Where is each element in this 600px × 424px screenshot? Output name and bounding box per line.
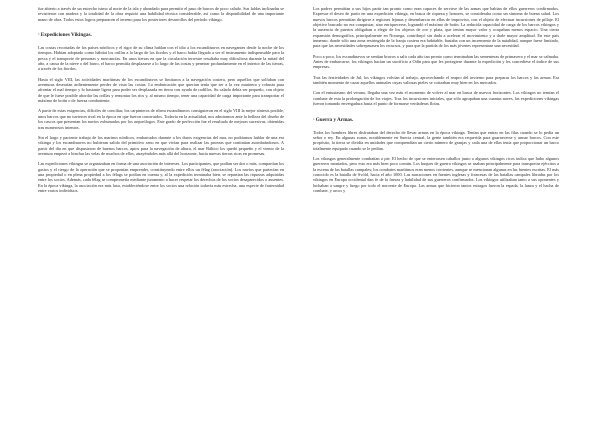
paragraph: Todos los hombres libres disfrutaban del derecho de llevar armas en la época vikinga. Tenían que entrar en las filas cuando se lo pedía un señor o rey. En algunas zonas, notablemente en Suecia central, la gente también era requerida para guarnecerse y armar barcos. Con este propósito, la tierra se dividía en unidades que comprendían un cierto número de granjas y cada una de ellas tenía que proporcionar un barco totalmente equipado cuando se le pedían. <box>313 129 559 151</box>
paragraph: Las costas recortadas de los países nórdicos y el rigor de su clima hablan con el idio a los escandinavos en navegantes desde la noche de los tiempos. Habían adoptado como hábitat los orillas a lo largo de los fiordos y el barco había llegado a ser el instrumento indispensable para la pesca y el transporte de personas y mercancías. En unos tierras en que la circulación terrestre resultaba muy dificultosa durante la mitad del año, a causa de la nieve o del barro, el barco permitía desplazarse a lo largo de las costas y penetrar profundamente en el interior de las tierras, a través de los fiordos. <box>38 45 284 72</box>
paragraph: Poco a poco, los escandinavos se sentían bravos a salir cada año tan pronto como terminaban las sementeras de primavera y el mar se calmaba. Antes de embarcarse, los vikingos hacían un sacrificio a Odín para que les protegiese durante la expedición y les concediese el índice de sus empresas. <box>313 53 559 70</box>
section-heading-guerra: ·Guerra y Armas. <box>313 116 354 123</box>
paragraph: fue abierto a través de un estrecho istmo al norte de la isla y ahondado para permitir el paso de barcos de poco calado. Sus faldas inclinadas se revistieron con madera y la totalidad de la obra requirió una habilidad técnica considerable, así como la disponibilidad de una importante mano de obra. Todos estos logros prepararon el terreno para los posteriores desarrollos del período vikingo. <box>38 6 284 22</box>
paragraph: Hasta el siglo VIII, las actividades marítimas de los escandinavos se limitaron a la navegación costera, pero aquellos que solfaban con aventuras desearían ardientemente perder de vista las costas. La embarcación que querían tenía que ser a la vez marinera y robusta para afrontar el mal tiempo y lo bastante ligera para poder ser desplazada en tierra con ayuda de rodillos. Su calado debía ser pequeño, con objeto de que le fuese posible abordar las orillas y remontar los ríos y, al mismo tiempo, tener una capacidad de carga importante para transportar el máximo de botín o de fuerza combatiente. <box>38 76 284 104</box>
paragraph: Con el entusiasmo del verano, llegaba una vez más el momento de volver al mar en busca de nuevos horizontes. Los vikingos no temían el combate de esta la prolongación de los viajes. Tras los incursiones iniciales, que sólo agrupaban una cuantas naves, las expediciones vikingas fueron tomando envergadura hasta el punto de formarse verdaderas flotas. <box>313 90 559 107</box>
paragraph: Sin el largo y paciente trabajo de los marinos nórdicos, embarcados durante a los duros exigencias del mar, no podríamos hablar de una era vikinga y los escandinavos no hubieran salido del primitivo seno en que vivían para realizar las proezas que continúan asombrándonos. A partir del día en que dispusieron de buenos barcos, aptos para la navegación de altura, el mar Báltico los quedó pequeño y el viento de la aventura empezó a hinchar las velas de muchos de ellos, atrayéndoles más allá del horizonte, hacia nuevas tierras ricas en promesas. <box>38 134 284 156</box>
right-column <box>313 6 559 198</box>
paragraph: Los vikingos generalmente combatían a pie. El hecho de que se enterrasen caballos junto a algunos vikingos ricos indica que hubo algunos guerreros montados, pero esto era más bien poco común. Los buques de guerra vikingos se usaban principalmente para transportar ejércitos a la escena de las batallas campales; los combates marítimos eran menos corrientes, aunque se mencionan algunas en las fuentes escritas. El más conocido es la batalla de Svöld, hacia el año 1000. Las narraciones en fuentes inglesas y francesas de las batallas campales libradas por los vikingos en Europa occidental dan fe de la fuerza y habilidad de sus guerreros confirmados. Los vikingos utilizaban tanto a sus oponentes y luchaban a sangre y fuego por todo el noroeste de Europa. Las armas que hicieron tantos estragos fueron la espada, la lanza y el hacha de combate, y arcos y <box>313 155 559 193</box>
left-column <box>38 6 284 198</box>
bullet-icon: · <box>38 32 40 39</box>
paragraph: A partir de estas exigencias, difíciles de conciliar, los carpinteros de ribera escandinavos consiguieron en el siglo VIII la mejor síntesis posible, unos barcos que no tuvieron rival en la época en que fueron construidos. Todavía en la actualidad, nos admiramos ante la belleza del diseño de los cascos que presentan los navíos exhumados por los arqueólogos. Este grado de perfección fue el resultado de mejoras sucesivas, obtenidas tras numerosos intentos. <box>38 108 284 130</box>
section-heading-expediciones: ·Expediciones Vikingas. <box>38 32 92 39</box>
paragraph: Los padres permitían a sus hijos partir tan pronto como eran capaces de servirse de las armas que habían de ellos guerreros confirmados. Expresar el deseo de partir en una expedición vikinga, en busca de riqueza y honores, se consideraba como un síntoma de buena salud. Los nuevos barcos permitían dirigirse a regiones lejanas y desembarcar en ellas de improviso, con el objeto de efectuar incursiones de pillaje. El objetivo buscado no era conquistar, sino enriquecerse, lograndó el máximo de botín. La reducida capacidad de carga de los barcos vikingos y la ausencia de puertos obligaban a elegir de los objetos de oro y plata, que tenían mayor valor y ocupaban menos espacio. Una cierta expansión demográfica, principalmente en Noruega, contribuyó sin duda a acelerar el movimiento y a darle mayor amplitud. En este país inmenso, donde sólo una zona restringida de la franja costera era habitable, bastaba con un incremento de la natalidad, aunque fuese limitado, para que las necesidades sobrepasasen los recursos, y para que la partida de los más jóvenes representase una necesidad. <box>313 6 559 49</box>
paragraph: Tras las festividades de Jul, los vikingos volvían al trabajo, aprovechando el reapro del invierno para preparar los barcos y las armas. Era también momento de cazar aquellos animales cuyas valiosas pieles se cotizaban muy bien en los mercados. <box>313 74 559 86</box>
paragraph: Las expediciones vikingas se organizaban en forma de una asociación de intereses. Los participantes, que podían ser dos o más, compartían los gastos y el riesgo de la operación que se proponían emprender, constituyendo entre ellos un félag (asociación). Los navíos que partecían en una propiedad o en plena propiedad a los félags se podían en cuenta y, al la expedición terminaba bien, se repartían las riquezas adquiridas entre los socios. Además, cada félag se comprometía mediante juramento a hacer respetar los derechos de los socios desaparecidos o ausentes. En la época vikinga, la asociación era más laxa, estableciéndose entre los socios una relación todavía más estrecha, una especie de fraternidad entre varios individuos. <box>38 161 284 193</box>
bullet-icon: · <box>313 116 315 123</box>
